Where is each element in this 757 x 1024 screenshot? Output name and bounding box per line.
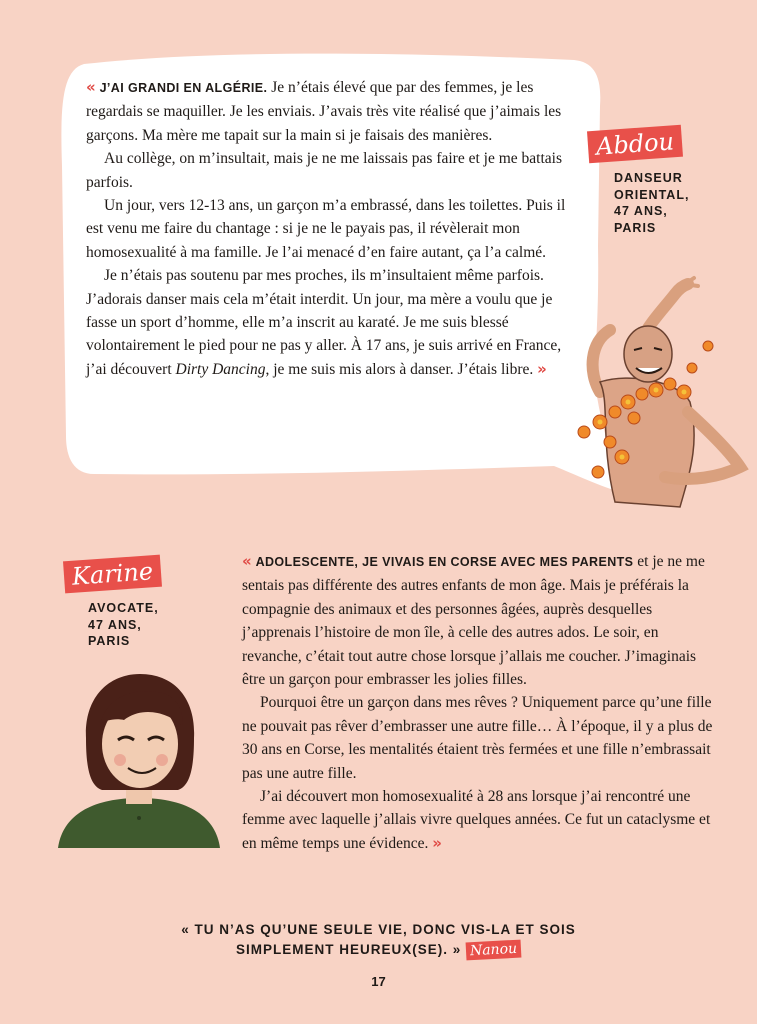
close-quote-icon: » [432,833,442,852]
caption-karine-line: 47 ANS, [88,617,142,632]
open-quote-icon: « [242,552,252,570]
caption-karine-line: PARIS [88,634,131,648]
caption-abdou [614,170,689,236]
story-abdou-p4-text-b: , je me suis mis alors à danser. J’étais libre. [265,360,534,378]
story-abdou-paragraph-3: Un jour, vers 12-13 ans, un garçon m’a embrassé, dans les toilettes. Puis il est venu me faire du chantage : si je ne le payais pas, il révèlerait mon homosexualité à ma famille. Je l’ai menacé d’en faire autant, ça l’a calmé. [86,197,566,261]
story-abdou-paragraph-4 [86,264,576,381]
caption-abdou-line: 47 ANS, [614,204,668,218]
story-karine-paragraph-2: Pourquoi être un garçon dans mes rêves ? Uniquement parce qu’une fille ne pouvait pas rêver d’embrasser une autre fille… À l’époque, il y a plus de 30 ans en Corse, les mentalités étaient très fermées et une fille n’embrassait pas une autre fille. [242,694,713,782]
story-karine-paragraph-1 [242,550,722,691]
caption-abdou-line: PARIS [614,220,657,235]
caption-karine [88,600,159,650]
caption-abdou-line: ORIENTAL, [614,187,690,202]
name-tag-abdou: Abdou [587,125,683,163]
caption-karine-line: AVOCATE, [88,601,159,615]
quote-author-tag: Nanou [466,940,522,961]
story-abdou-paragraph-2: Au collège, on m’insultait, mais je ne me laissais pas faire et je me battais parfois. [86,150,562,191]
name-tag-karine: Karine [63,555,162,594]
story-abdou-p1-text: Je n’étais élevé que par des femmes, je les regardais se maquiller. Je les enviais. J’avais très vite réalisé que j’aimais les garçons. Ma mère me tapait sur la main si je faisais des manières. [86,79,562,144]
caption-abdou-line: DANSEUR [614,171,683,185]
open-quote-icon: « [86,78,96,96]
story-abdou-text [86,76,576,381]
pull-quote-line-2 [0,940,757,959]
story-karine-lead: ADOLESCENTE, JE VIVAIS EN CORSE AVEC MES PARENTS [255,555,634,569]
story-abdou-p4-text-a: Je n’étais pas soutenu par mes proches, ils m’insultaient même parfois. J’adorais danser mais cela m’était interdit. Un jour, ma mère a voulu que je fasse un sport d’homme, elle m’a inscrit au karaté. Je me suis blessé volontairement le pied pour ne pas y aller. À 17 ans, je suis arrivé en France, j’ai découvert [86,267,562,378]
story-karine-paragraph-3 [242,785,722,855]
story-karine-p3-text: J’ai découvert mon homosexualité à 28 ans lorsque j’ai rencontré une femme avec laquelle j’allais vivre quelques années. Ce fut un cataclysme et en même temps une évidence. [242,788,711,852]
close-quote-icon: » [537,359,547,378]
dancer-illustration [570,272,750,522]
portrait-illustration [58,668,220,848]
story-karine-text [242,550,722,855]
pull-quote-text: SIMPLEMENT HEUREUX(SE). » [235,942,462,957]
story-abdou-lead: J’AI GRANDI EN ALGÉRIE. [99,81,268,95]
story-karine-p1-text: et je ne me sentais pas différente des autres enfants de mon âge. Mais je préférais la compagnie des animaux et des personnes âgées, auprès desquelles j’apprenais l’histoire de mon île, à celle des autres ados. Le soir, en revanche, c’était tout autre chose lorsque j’allais me coucher. J’imaginais être un garçon pour embrasser les jolies filles. [242,553,705,689]
page-number: 17 [371,974,386,989]
film-title: Dirty Dancing [175,360,266,378]
pull-quote-line-1: « TU N’AS QU’UNE SEULE VIE, DONC VIS-LA ET SOIS [181,922,576,937]
story-abdou-paragraph-1 [86,76,576,147]
